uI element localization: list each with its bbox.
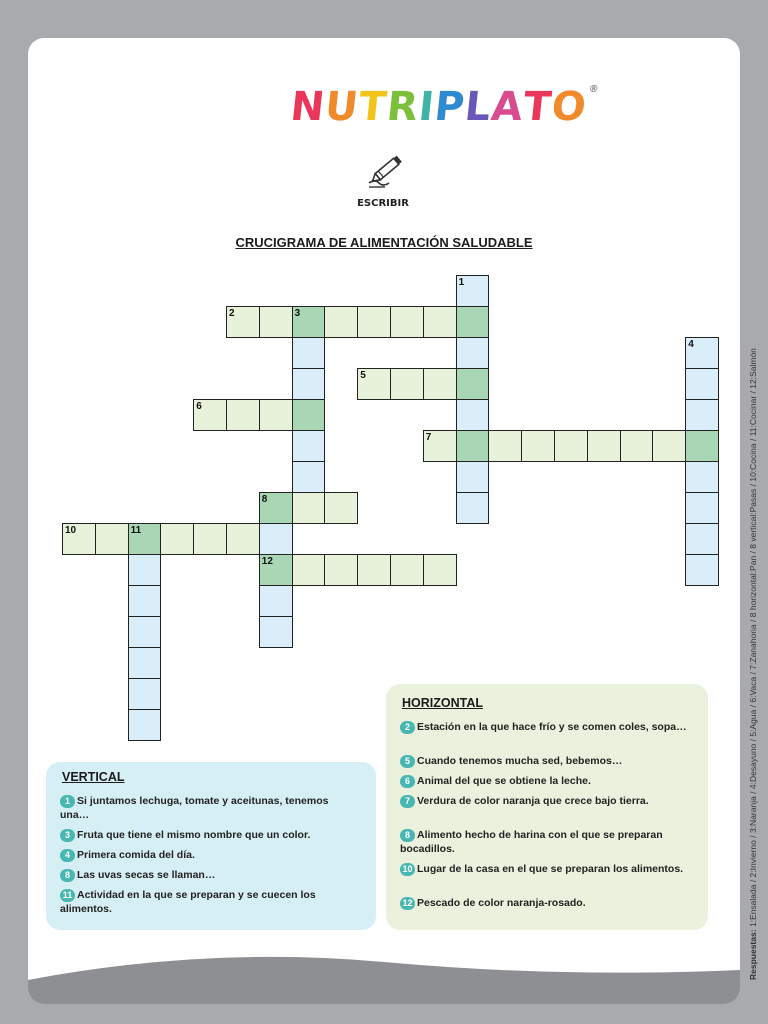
crossword-cell[interactable]	[423, 306, 457, 338]
horizontal-heading: HORIZONTAL	[402, 696, 484, 710]
crossword-cell[interactable]	[390, 306, 424, 338]
cell-number: 4	[688, 339, 694, 350]
clue-number-badge: 7	[400, 795, 415, 808]
crossword-cell[interactable]	[423, 554, 457, 586]
crossword-cell[interactable]	[357, 554, 391, 586]
crossword-cell[interactable]	[620, 430, 654, 462]
crossword-cell[interactable]	[554, 430, 588, 462]
crossword-cell[interactable]	[685, 399, 719, 431]
write-label: ESCRIBIR	[357, 198, 409, 209]
crossword-cell[interactable]	[128, 585, 162, 617]
answers-label: Respuestas:	[748, 929, 758, 980]
clue-text: Las uvas secas se llaman…	[77, 869, 216, 881]
vertical-clues-panel	[46, 762, 376, 930]
clue-number-badge: 3	[60, 829, 75, 842]
crossword-cell[interactable]	[160, 523, 194, 555]
logo-letter: R	[384, 84, 422, 130]
clue-item	[60, 848, 360, 862]
nestle-wordmark: Nestlé	[334, 930, 389, 950]
clue-text: Animal del que se obtiene la leche.	[417, 775, 591, 787]
crossword-cell[interactable]	[456, 306, 490, 338]
crossword-cell[interactable]	[390, 554, 424, 586]
crossword-cell[interactable]	[62, 523, 96, 555]
crossword-cell[interactable]	[292, 368, 326, 400]
clue-item	[60, 868, 360, 882]
crossword-cell[interactable]	[456, 461, 490, 493]
clue-text: Primera comida del día.	[77, 849, 195, 861]
logo-letter: P	[432, 84, 468, 130]
clue-text: Fruta que tiene el mismo nombre que un color.	[77, 829, 311, 841]
crossword-cell[interactable]	[292, 306, 326, 338]
cell-number: 2	[229, 308, 235, 319]
crossword-cell[interactable]	[456, 430, 490, 462]
logo-letter: I	[416, 84, 438, 130]
cell-number: 5	[360, 370, 366, 381]
clue-text: Alimento hecho de harina con el que se preparan bocadillos.	[400, 829, 663, 855]
crossword-cell[interactable]	[292, 461, 326, 493]
crossword-cell[interactable]	[456, 368, 490, 400]
logo-letter: U	[322, 84, 362, 130]
crossword-cell[interactable]	[456, 337, 490, 369]
crossword-cell[interactable]	[685, 523, 719, 555]
crossword-cell[interactable]	[259, 399, 293, 431]
crossword-cell[interactable]	[259, 616, 293, 648]
cell-number: 12	[261, 556, 273, 567]
crossword-cell[interactable]	[292, 337, 326, 369]
clue-item	[400, 720, 690, 734]
crossword-cell[interactable]	[128, 554, 162, 586]
crossword-cell[interactable]	[292, 399, 326, 431]
crossword-cell[interactable]	[259, 492, 293, 524]
crossword-cell[interactable]	[587, 430, 621, 462]
logo-letter: N	[288, 84, 328, 130]
clue-item	[400, 896, 690, 910]
crossword-cell[interactable]	[685, 430, 719, 462]
crossword-cell[interactable]	[456, 492, 490, 524]
crossword-cell[interactable]	[193, 523, 227, 555]
crossword-cell[interactable]	[324, 554, 358, 586]
crossword-cell[interactable]	[423, 430, 457, 462]
logo-letter: O	[549, 84, 590, 130]
crossword-cell[interactable]	[226, 523, 260, 555]
cell-number: 8	[261, 494, 268, 505]
crossword-cell[interactable]	[324, 306, 358, 338]
crossword-cell[interactable]	[128, 523, 162, 555]
clue-number-badge: 8	[60, 869, 75, 882]
crossword-cell[interactable]	[259, 585, 293, 617]
clue-item	[400, 754, 690, 768]
crossword-cell[interactable]	[488, 430, 522, 462]
crossword-cell[interactable]	[685, 368, 719, 400]
cell-number: 11	[130, 525, 142, 536]
cell-number: 6	[196, 401, 202, 412]
crossword-cell[interactable]	[128, 616, 162, 648]
answers-list: 1:Ensalada / 2:Invierno / 3:Naranja / 4:Desayuno / 5:Agua / 6:Vaca / 7:Zanahoria / 8 horizontal:Pan / 8 vertical:Pasas / 10:Cocina / 11:Cocinar / 12:Salmón	[748, 348, 758, 928]
logo-letter: T	[521, 84, 555, 130]
clue-item	[400, 862, 690, 876]
pencil-icon	[365, 149, 409, 189]
crossword-cell[interactable]	[128, 647, 162, 679]
crossword-cell[interactable]	[128, 678, 162, 710]
clue-number-badge: 1	[60, 795, 75, 808]
logo-letter: L	[462, 84, 494, 130]
clue-text: Si juntamos lechuga, tomate y aceitunas, tenemos una…	[60, 795, 329, 821]
page-title: CRUCIGRAMA DE ALIMENTACIÓN SALUDABLE	[235, 235, 533, 250]
crossword-cell[interactable]	[456, 275, 490, 307]
clue-item	[400, 828, 690, 856]
clue-item	[60, 888, 360, 916]
crossword-cell[interactable]	[226, 399, 260, 431]
logo-letter: ®	[588, 84, 601, 95]
clue-number-badge: 8	[400, 829, 415, 842]
clue-item	[400, 774, 690, 788]
crossword-cell[interactable]	[193, 399, 227, 431]
crossword-cell[interactable]	[292, 554, 326, 586]
clue-text: Estación en la que hace frío y se comen coles, sopa…	[417, 721, 687, 733]
clue-item	[60, 828, 360, 842]
nestle-logo	[300, 924, 412, 954]
crossword-cell[interactable]	[390, 368, 424, 400]
clue-number-badge: 2	[400, 721, 415, 734]
crossword-grid	[62, 275, 712, 695]
crossword-cell[interactable]	[685, 461, 719, 493]
crossword-cell[interactable]	[456, 399, 490, 431]
logo-letter: T	[356, 84, 390, 130]
crossword-cell[interactable]	[652, 430, 686, 462]
clue-text: Pescado de color naranja-rosado.	[417, 897, 586, 909]
crossword-cell[interactable]	[423, 368, 457, 400]
clue-number-badge: 4	[60, 849, 75, 862]
answers-text	[748, 348, 758, 980]
crossword-cell[interactable]	[685, 492, 719, 524]
crossword-cell[interactable]	[324, 492, 358, 524]
clue-number-badge: 6	[400, 775, 415, 788]
crossword-cell[interactable]	[259, 306, 293, 338]
clue-number-badge: 11	[60, 889, 75, 902]
crossword-cell[interactable]	[226, 306, 260, 338]
clue-text: Cuando tenemos mucha sed, bebemos…	[417, 755, 623, 767]
cell-number: 7	[425, 432, 432, 443]
crossword-cell[interactable]	[685, 554, 719, 586]
crossword-cell[interactable]	[357, 306, 391, 338]
clue-item	[400, 794, 690, 808]
crossword-cell[interactable]	[259, 554, 293, 586]
crossword-cell[interactable]	[292, 492, 326, 524]
crossword-cell[interactable]	[259, 523, 293, 555]
cell-number: 3	[294, 308, 301, 319]
clue-number-badge: 12	[400, 897, 415, 910]
logo-letter: A	[489, 84, 526, 130]
crossword-cell[interactable]	[357, 368, 391, 400]
clue-number-badge: 10	[400, 863, 415, 876]
crossword-cell[interactable]	[95, 523, 129, 555]
nutriplato-logo	[287, 84, 601, 144]
crossword-cell[interactable]	[685, 337, 719, 369]
crossword-cell[interactable]	[521, 430, 555, 462]
clue-item	[60, 794, 360, 822]
cell-number: 1	[458, 277, 465, 288]
worksheet	[28, 38, 740, 1004]
cell-number: 10	[65, 525, 77, 536]
vertical-heading: VERTICAL	[62, 770, 125, 784]
clue-text: Actividad en la que se preparan y se cuecen los alimentos.	[60, 889, 316, 915]
clue-text: Lugar de la casa en el que se preparan los alimentos.	[417, 863, 684, 875]
crossword-cell[interactable]	[128, 709, 162, 741]
clue-number-badge: 5	[400, 755, 415, 768]
horizontal-clues-panel	[386, 684, 708, 930]
clue-text: Verdura de color naranja que crece bajo tierra.	[417, 795, 649, 807]
crossword-cell[interactable]	[292, 430, 326, 462]
